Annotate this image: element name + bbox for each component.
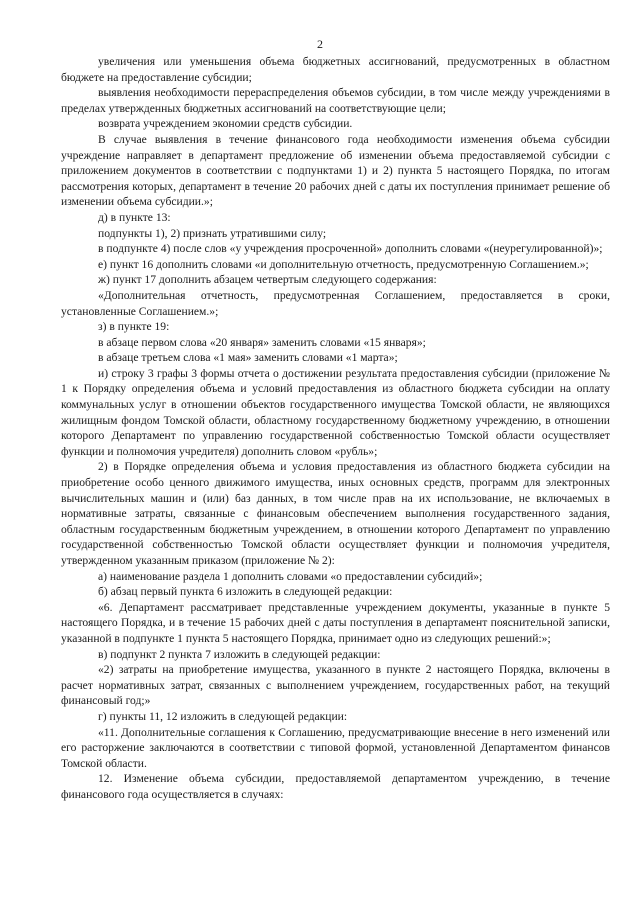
paragraph: з) в пункте 19: [98,320,170,334]
paragraph: а) наименование раздела 1 дополнить словами «о предоставлении субсидий»; [98,569,483,583]
paragraph: в абзаце первом слова «20 января» заменить словами «15 января»; [98,335,426,349]
paragraph: «11. Дополнительные соглашения к Соглашению, предусматривающие внесение в него изменений или его расторжение заключаются в соответствии с типовой формой, установленной Департаментом финансов Томской области. [61,725,610,770]
paragraph: «Дополнительная отчетность, предусмотренная Соглашением, предоставляется в сроки, установленные Соглашением.»; [61,288,610,318]
paragraph: «2) затраты на приобретение имущества, указанного в пункте 2 настоящего Порядка, включены в расчет нормативных затрат, связанных с выполнением учреждением, государственных работ, на текущий финансовый год;» [61,663,610,708]
paragraph: в) подпункт 2 пункта 7 изложить в следующей редакции: [98,647,381,661]
page-number: 2 [317,37,323,51]
paragraph: б) абзац первый пункта 6 изложить в следующей редакции: [98,585,393,599]
paragraph: «6. Департамент рассматривает представленные учреждением документы, указанные в пункте 5 настоящего Порядка, и в течение 15 рабочих дней с даты поступления в департамент пояснительной записки, указанной в подпункте 1 пункта 5 настоящего Порядка, принимает одно из следующих решений:»; [61,600,610,645]
paragraph: возврата учреждением экономии средств субсидии. [98,117,353,131]
paragraph: ж) пункт 17 дополнить абзацем четвертым следующего содержания: [98,273,437,287]
paragraph: и) строку 3 графы 3 формы отчета о достижении результата предоставления субсидии (приложение № 1 к Порядку определения объема и условий предоставления из областного бюджета субсидии на оплату коммунальных услуг в отношении объектов государственного имущества Томской области, не являющихся жилищным фондом Томской области, областному государственному бюджетному учреждению, в отношении которого Департамент по управлению государственной собственностью Томской области осуществляет функции и полномочия учредителя) дополнить словом «рубль»; [61,366,610,458]
paragraph: 12. Изменение объема субсидии, предоставляемой департаментом учреждению, в течение финансового года осуществляется в случаях: [61,772,610,801]
paragraph: подпункты 1), 2) признать утратившими силу; [98,226,327,240]
paragraph: увеличения или уменьшения объема бюджетных ассигнований, предусмотренных в областном бюджете на предоставление субсидии; [61,55,610,84]
paragraph: в абзаце третьем слова «1 мая» заменить словами «1 марта»; [98,351,398,365]
paragraph: выявления необходимости перераспределения объемов субсидии, в том числе между учреждениями в пределах утвержденных бюджетных ассигнований на соответствующие цели; [61,86,610,115]
paragraph: В случае выявления в течение финансового года необходимости изменения объема субсидии учреждение направляет в департамент предложение об изменении объема предоставляемой субсидии с приложением документов в соответствии с подпунктами 1) и 2) пункта 5 настоящего Порядка, по итогам рассмотрения которых, департамент в течение 20 рабочих дней с даты их поступления принимает решение об изменении объема субсидии.»; [61,132,610,209]
document-body [61,54,610,803]
paragraph: е) пункт 16 дополнить словами «и дополнительную отчетность, предусмотренную Соглашением.»; [98,257,589,271]
paragraph: в подпункте 4) после слов «у учреждения просроченной» дополнить словами «(неурегулированной)»; [98,242,603,256]
paragraph: д) в пункте 13: [98,210,171,224]
paragraph: г) пункты 11, 12 изложить в следующей редакции: [98,709,348,723]
paragraph: 2) в Порядке определения объема и условия предоставления из областного бюджета субсидии на приобретение особо ценного движимого имущества, иных основных средств, программ для электронных вычислительных машин и (или) баз данных, в том числе прав на их использование, не включаемых в нормативные затраты, связанные с финансовым обеспечением выполнения государственного задания, областным государственным бюджетным учреждением, в отношении которого Департамент по управлению государственной собственностью Томской области осуществляет функции и полномочия учредителя, утвержденном указанным приказом (приложение № 2): [61,460,610,567]
